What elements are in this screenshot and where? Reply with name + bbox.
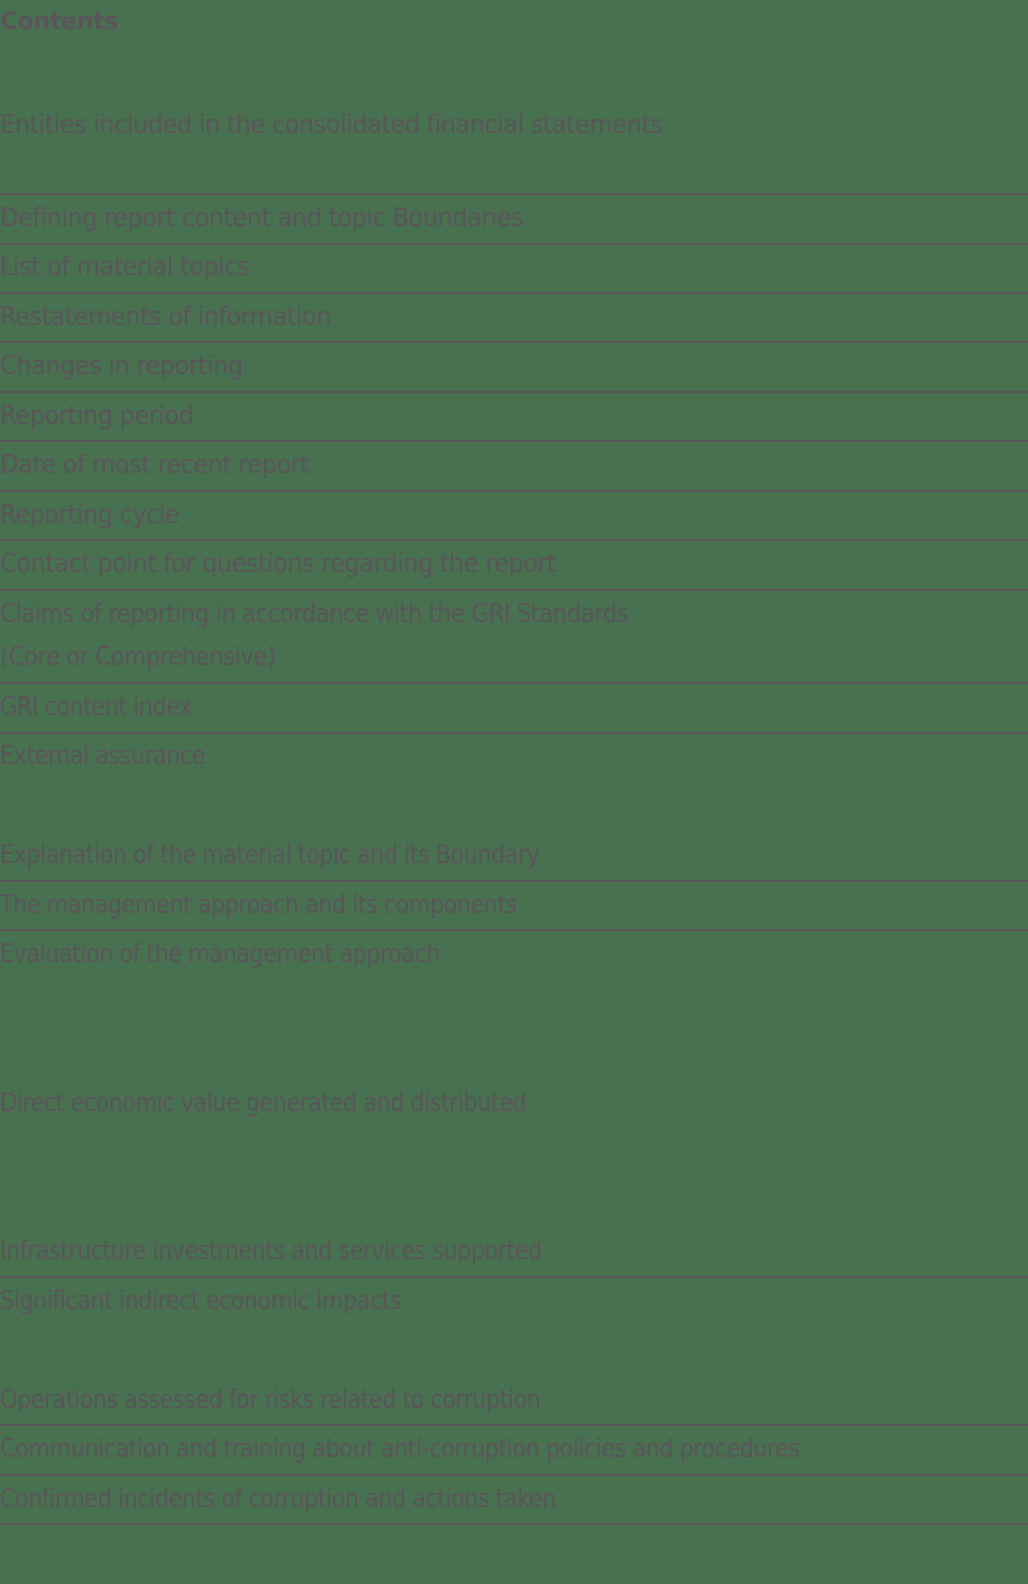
contents-item[interactable]: GRI content index	[0, 692, 192, 722]
contents-item-continuation[interactable]: (Core or Comprehensive)	[0, 642, 276, 672]
divider	[0, 1276, 1028, 1278]
contents-item[interactable]: Claims of reporting in accordance with the GRI Standards	[0, 599, 629, 629]
contents-item[interactable]: Defining report content and topic Boundaries	[0, 203, 524, 233]
divider	[0, 929, 1028, 931]
divider	[0, 1424, 1028, 1426]
divider	[0, 1523, 1028, 1525]
contents-item[interactable]: Evaluation of the management approach	[0, 939, 440, 969]
contents-item[interactable]: Confirmed incidents of corruption and actions taken	[0, 1484, 556, 1514]
divider	[0, 880, 1028, 882]
contents-item[interactable]: External assurance	[0, 741, 205, 771]
divider	[0, 1474, 1028, 1476]
contents-item[interactable]: The management approach and its components	[0, 890, 517, 920]
contents-item[interactable]: Direct economic value generated and distributed	[0, 1088, 527, 1118]
divider	[0, 490, 1028, 492]
divider	[0, 539, 1028, 541]
divider	[0, 589, 1028, 591]
contents-item[interactable]: Infrastructure investments and services supported	[0, 1236, 542, 1266]
contents-item[interactable]: List of material topics	[0, 252, 249, 282]
divider	[0, 682, 1028, 684]
contents-item[interactable]: Restatements of information	[0, 302, 331, 332]
divider	[0, 341, 1028, 343]
divider	[0, 292, 1028, 294]
contents-item[interactable]: Reporting cycle	[0, 500, 180, 530]
contents-title: Contents	[0, 7, 118, 35]
contents-item[interactable]: Significant indirect economic impacts	[0, 1286, 402, 1316]
contents-item[interactable]: Operations assessed for risks related to corruption	[0, 1385, 541, 1415]
contents-item[interactable]: Reporting period	[0, 401, 194, 431]
contents-item[interactable]: Explanation of the material topic and its Boundary	[0, 840, 540, 870]
contents-item[interactable]: Contact point for questions regarding the report	[0, 549, 556, 579]
contents-item[interactable]: Communication and training about anti-corruption policies and procedures	[0, 1434, 800, 1464]
contents-item[interactable]: Entities included in the consolidated financial statements	[0, 110, 663, 140]
divider	[0, 440, 1028, 442]
divider	[0, 391, 1028, 393]
divider	[0, 193, 1028, 195]
contents-item[interactable]: Date of most recent report	[0, 450, 309, 480]
contents-item[interactable]: Changes in reporting	[0, 351, 243, 381]
